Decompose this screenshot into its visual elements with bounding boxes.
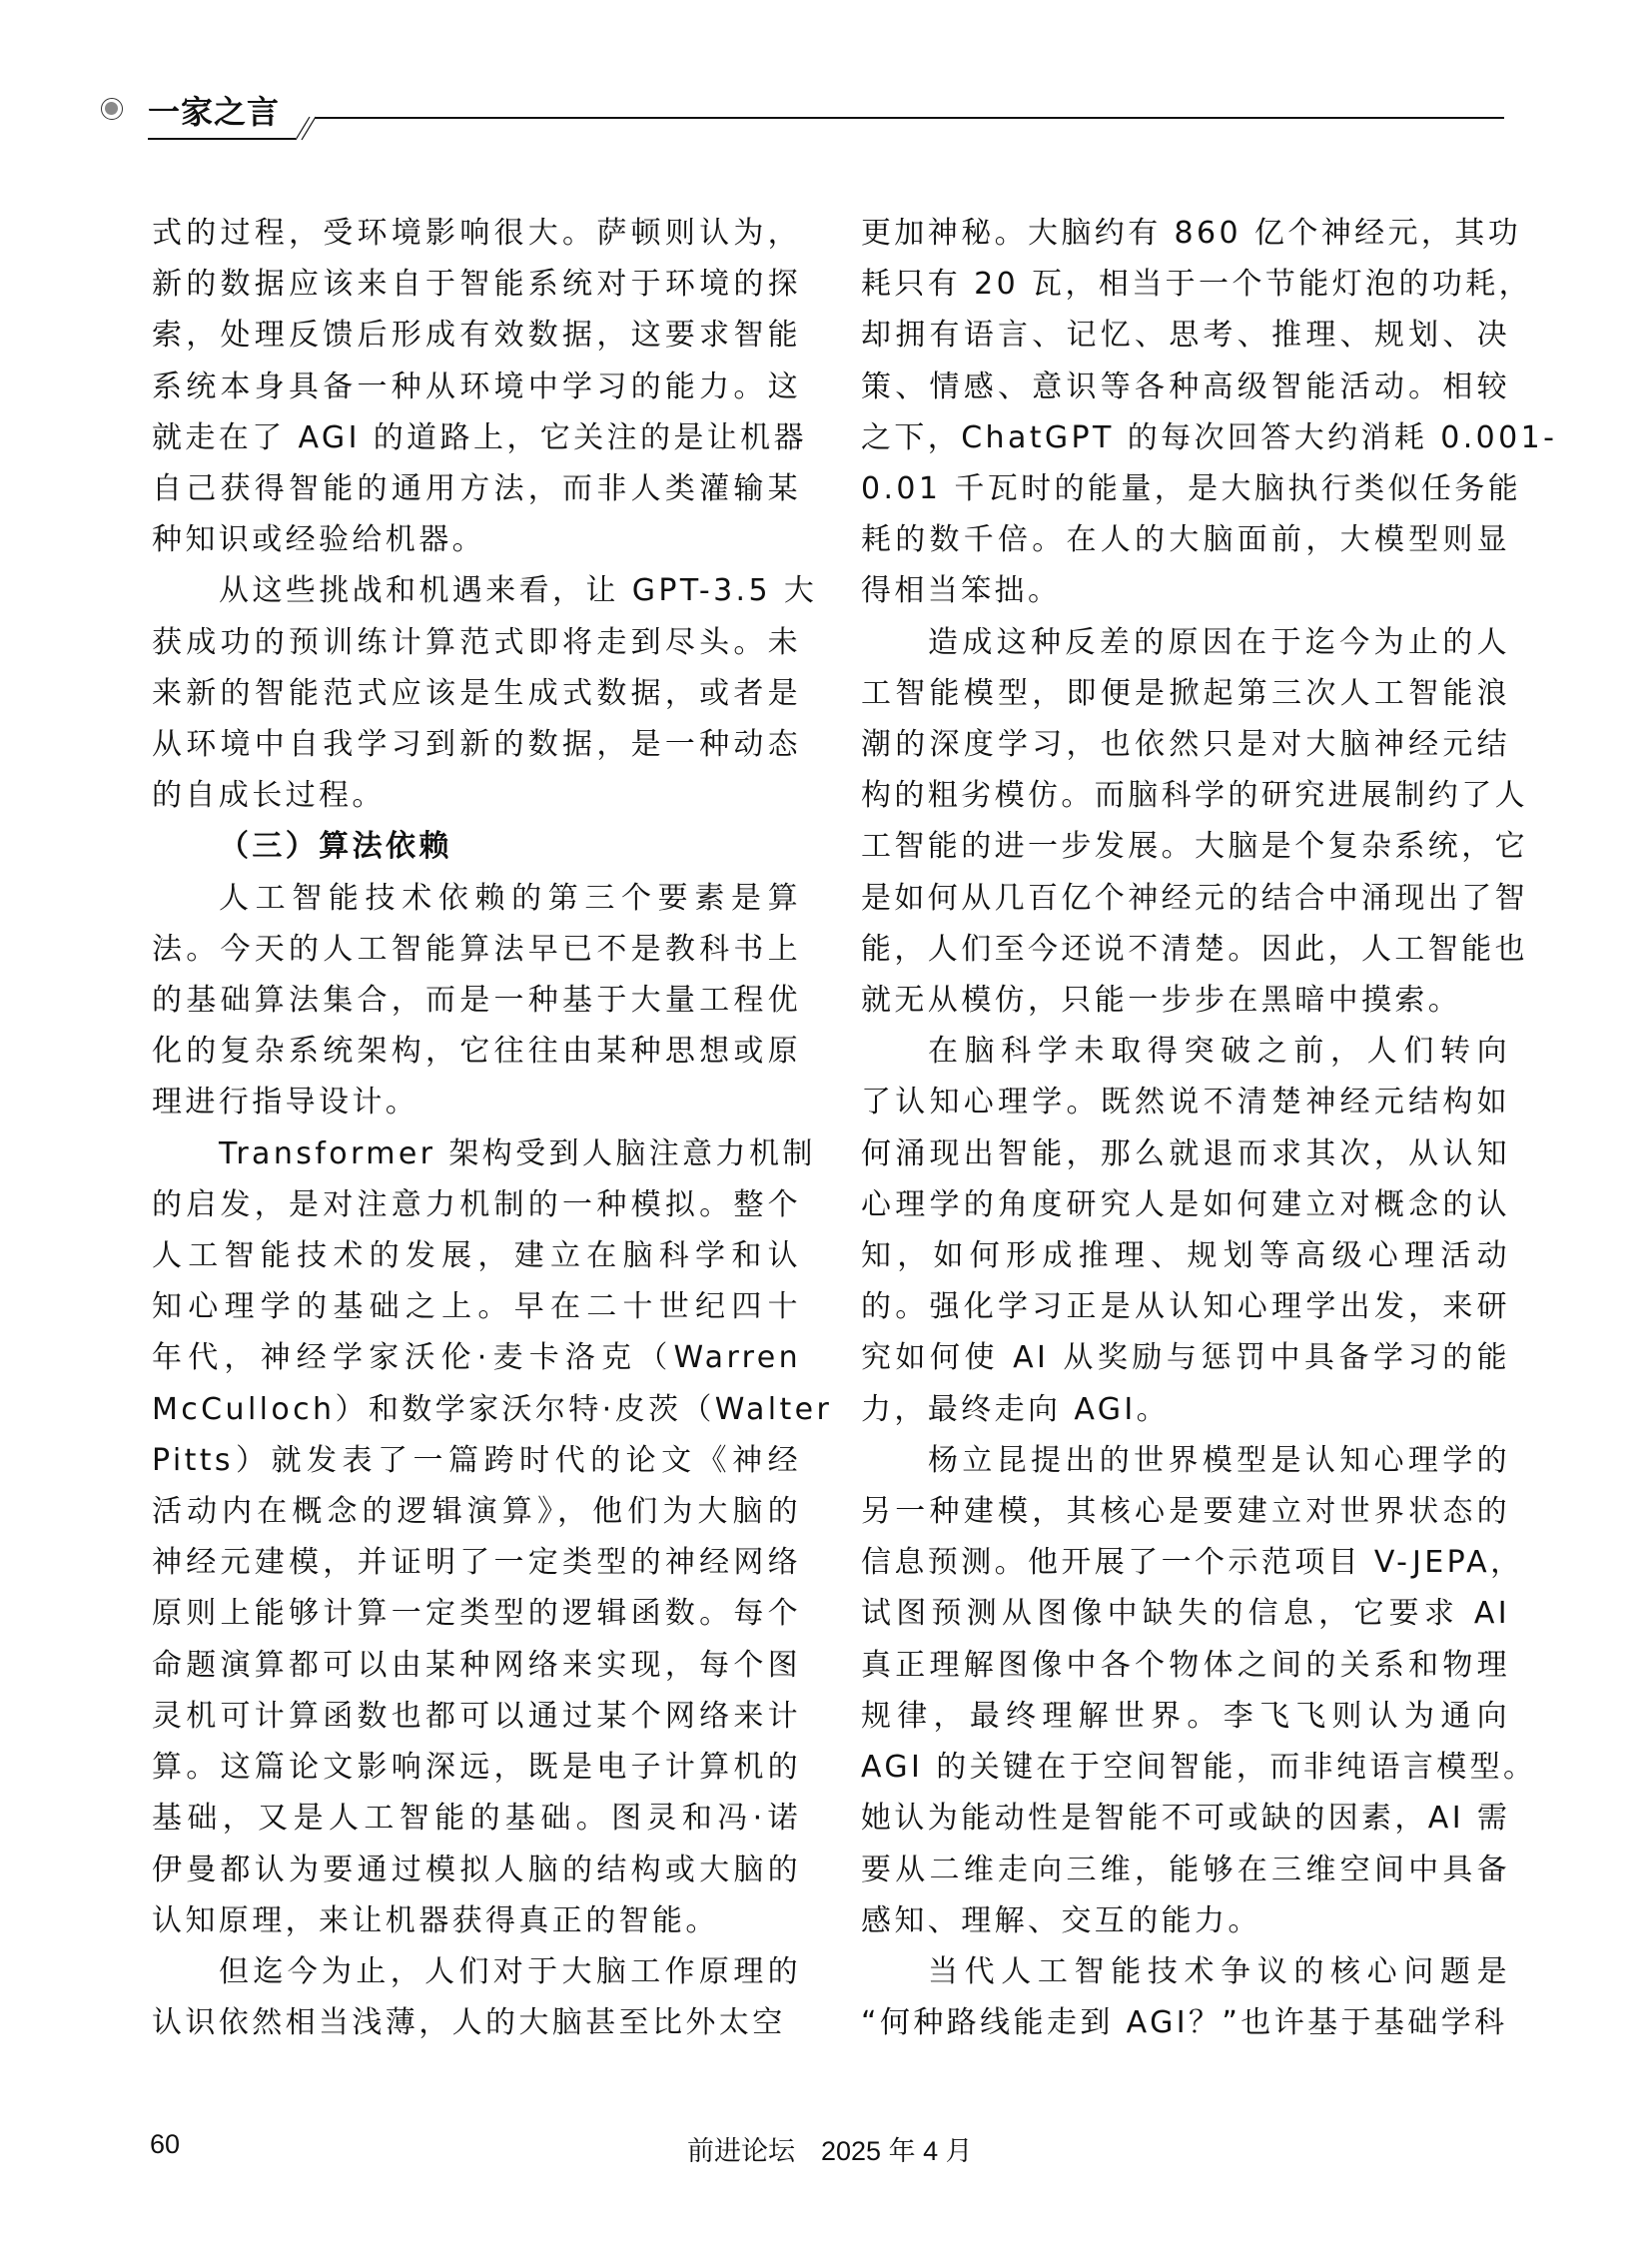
bullet-circle-icon [101,98,123,120]
text-line: “何种路线能走到 AGI？”也许基于基础学科 [861,2005,1508,2041]
text-line: 得相当笨拙。 [861,573,1062,609]
text-line: 0.01 千瓦时的能量，是大脑执行类似任务能 [861,471,1522,507]
text-line: 的自成长过程。 [152,778,386,814]
text-line: 耗的数千倍。在人的大脑面前，大模型则显 [861,522,1510,558]
text-line: 了认知心理学。既然说不清楚神经元结构如 [861,1085,1510,1121]
text-line: 潮的深度学习，也依然只是对大脑神经元结 [861,727,1510,763]
text-line: 人工智能技术的发展，建立在脑科学和认 [152,1238,801,1274]
text-line: 就走在了 AGI 的道路上，它关注的是让机器 [152,419,807,455]
text-line: 的启发，是对注意力机制的一种模拟。整个 [152,1186,801,1222]
text-line: 神经元建模，并证明了一定类型的神经网络 [152,1545,801,1581]
text-line: 自己获得智能的通用方法，而非人类灌输某 [152,471,801,507]
text-line: 何涌现出智能，那么就退而求其次，从认知 [861,1135,1510,1171]
text-line: 耗只有 20 瓦，相当于一个节能灯泡的功耗， [861,267,1533,303]
text-line: 索，处理反馈后形成有效数据，这要求智能 [152,318,801,354]
text-line: Transformer 架构受到人脑注意力机制 [219,1135,816,1171]
text-line: 就无从模仿，只能一步步在黑暗中摸索。 [861,983,1462,1019]
text-line: 命题演算都可以由某种网络来实现，每个图 [152,1647,801,1683]
text-line: 另一种建模，其核心是要建立对世界状态的 [861,1494,1510,1530]
left-column [152,208,833,2048]
text-line: 从这些挑战和机遇来看，让 GPT-3.5 大 [219,573,818,609]
text-line: 年代，神经学家沃伦·麦卡洛克（Warren [152,1340,802,1376]
text-line: 知，如何形成推理、规划等高级心理活动 [861,1238,1510,1274]
header-rule-lines [0,0,1652,180]
text-line: 式的过程，受环境影响很大。萨顿则认为， [152,216,801,251]
text-line: 认知原理，来让机器获得真正的智能。 [152,1902,719,1938]
text-line: 造成这种反差的原因在于迄今为止的人 [928,624,1510,660]
text-line: 在脑科学未取得突破之前，人们转向 [928,1034,1510,1070]
right-column [861,208,1558,2048]
text-line: 规律，最终理解世界。李飞飞则认为通向 [861,1698,1510,1734]
text-line: 基础，又是人工智能的基础。图灵和冯·诺 [152,1801,801,1837]
text-line: 策、情感、意识等各种高级智能活动。相较 [861,369,1510,404]
text-line: 算。这篇论文影响深远，既是电子计算机的 [152,1750,801,1786]
text-line: 真正理解图像中各个物体之间的关系和物理 [861,1647,1510,1683]
section-heading: （三）算法依赖 [219,829,452,865]
text-line: 化的复杂系统架构，它往往由某种思想或原 [152,1034,801,1070]
text-line: McCulloch）和数学家沃尔特·皮茨（Walter [152,1391,833,1427]
text-line: 杨立昆提出的世界模型是认知心理学的 [928,1442,1510,1478]
text-line: 系统本身具备一种从环境中学习的能力。这 [152,369,801,404]
text-line: 之下，ChatGPT 的每次回答大约消耗 0.001- [861,419,1558,455]
text-line: 的基础算法集合，而是一种基于大量工程优 [152,983,801,1019]
issue-date: 2025 年 4 月 [821,2136,973,2166]
text-line: 试图预测从图像中缺失的信息，它要求 AI [861,1596,1510,1632]
text-line: Pitts）就发表了一篇跨时代的论文《神经 [152,1442,801,1478]
text-line: 从环境中自我学习到新的数据，是一种动态 [152,727,801,763]
running-header [0,0,1652,180]
text-line: 构的粗劣模仿。而脑科学的研究进展制约了人 [861,778,1528,814]
text-line: 力，最终走向 AGI。 [861,1391,1171,1427]
text-line: 人工智能技术依赖的第三个要素是算 [219,880,801,916]
publication-name: 前进论坛 [687,2136,795,2166]
text-line: 获成功的预训练计算范式即将走到尽头。未 [152,624,801,660]
text-line: 原则上能够计算一定类型的逻辑函数。每个 [152,1596,801,1632]
text-line: 当代人工智能技术争议的核心问题是 [928,1953,1510,1989]
text-line: 活动内在概念的逻辑演算》，他们为大脑的 [152,1494,801,1530]
text-line: 知心理学的基础之上。早在二十世纪四十 [152,1289,801,1325]
text-line: 能，人们至今还说不清楚。因此，人工智能也 [861,931,1528,967]
text-line: 却拥有语言、记忆、思考、推理、规划、决 [861,318,1510,354]
text-line: 但迄今为止，人们对于大脑工作原理的 [219,1953,801,1989]
text-line: 新的数据应该来自于智能系统对于环境的探 [152,267,801,303]
page-number: 60 [150,2129,181,2159]
text-line: 认识依然相当浅薄，人的大脑甚至比外太空 [152,2005,786,2041]
text-line: 工智能的进一步发展。大脑是个复杂系统，它 [861,829,1528,865]
text-line: 信息预测。他开展了一个示范项目 V-JEPA， [861,1545,1524,1581]
text-line: 更加神秘。大脑约有 860 亿个神经元，其功 [861,216,1522,251]
text-line: 她认为能动性是智能不可或缺的因素，AI 需 [861,1801,1511,1837]
text-line: 种知识或经验给机器。 [152,522,485,558]
text-line: 的。强化学习正是从认知心理学出发，来研 [861,1289,1510,1325]
text-line: AGI 的关键在于空间智能，而非纯语言模型。 [861,1750,1537,1786]
text-line: 要从二维走向三维，能够在三维空间中具备 [861,1852,1510,1887]
text-line: 来新的智能范式应该是生成式数据，或者是 [152,675,801,711]
text-line: 感知、理解、交互的能力。 [861,1902,1261,1938]
text-line: 理进行指导设计。 [152,1085,419,1121]
text-line: 法。今天的人工智能算法早已不是教科书上 [152,931,801,967]
text-line: 是如何从几百亿个神经元的结合中涌现出了智 [861,880,1528,916]
text-line: 心理学的角度研究人是如何建立对概念的认 [861,1186,1510,1222]
text-line: 灵机可计算函数也都可以通过某个网络来计 [152,1698,801,1734]
text-line: 工智能模型，即便是掀起第三次人工智能浪 [861,675,1510,711]
section-title: 一家之言 [148,93,281,131]
text-line: 伊曼都认为要通过模拟人脑的结构或大脑的 [152,1852,801,1887]
text-line: 究如何使 AI 从奖励与惩罚中具备学习的能 [861,1340,1510,1376]
